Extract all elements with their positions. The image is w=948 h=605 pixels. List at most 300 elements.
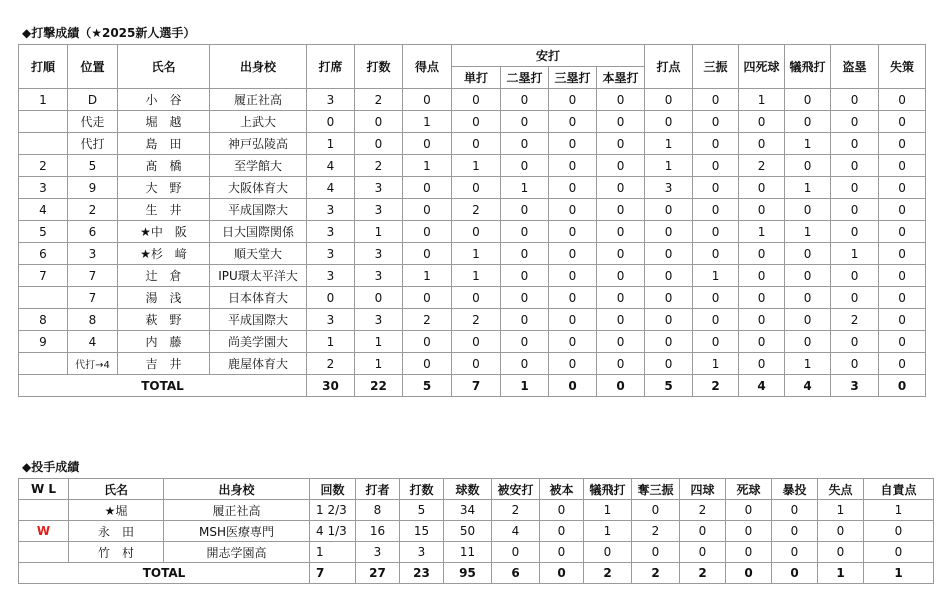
header-sacrifices: 犠飛打 [785, 45, 831, 89]
pitching-total-label: TOTAL [19, 563, 310, 584]
batting-cell: 萩 野 [118, 309, 210, 331]
batting-total-cell: 4 [785, 375, 831, 397]
batting-cell: 鹿屋体育大 [210, 353, 307, 375]
batting-cell: 1 [452, 155, 501, 177]
batting-total-cell: 2 [693, 375, 739, 397]
batting-cell: 3 [307, 265, 355, 287]
header-order: 打順 [19, 45, 68, 89]
batting-cell: 0 [403, 353, 452, 375]
batting-cell: 順天堂大 [210, 243, 307, 265]
header-wl: W L [19, 479, 69, 500]
win-loss-cell [19, 542, 69, 563]
batting-cell: 0 [785, 155, 831, 177]
batting-cell: 0 [831, 133, 879, 155]
batting-cell: 2 [831, 309, 879, 331]
batting-cell: 堀 越 [118, 111, 210, 133]
pitching-cell: 4 [492, 521, 540, 542]
pitching-cell: 4 1/3 [310, 521, 356, 542]
pitching-total-cell: 0 [540, 563, 584, 584]
batting-cell: 2 [355, 89, 403, 111]
batting-cell: 0 [693, 111, 739, 133]
batting-cell: 0 [693, 155, 739, 177]
batting-row [19, 89, 926, 111]
batting-cell: 0 [501, 287, 549, 309]
batting-cell: 辻 倉 [118, 265, 210, 287]
batting-cell: 1 [403, 111, 452, 133]
batting-cell: 3 [355, 199, 403, 221]
batting-cell: ★中 阪 [118, 221, 210, 243]
batting-cell: 2 [68, 199, 118, 221]
batting-total-cell: 0 [597, 375, 645, 397]
batting-cell: 代走 [68, 111, 118, 133]
batting-cell: 6 [19, 243, 68, 265]
header-rbi: 打点 [645, 45, 693, 89]
batting-cell: 2 [452, 199, 501, 221]
batting-cell: 0 [785, 111, 831, 133]
batting-cell: 0 [452, 287, 501, 309]
batting-row [19, 111, 926, 133]
batting-cell: 1 [739, 89, 785, 111]
batting-cell: 0 [549, 199, 597, 221]
batting-cell: 0 [831, 287, 879, 309]
batting-cell: 0 [831, 177, 879, 199]
batting-cell: 3 [355, 265, 403, 287]
batting-cell: 7 [68, 265, 118, 287]
batting-cell: 0 [785, 89, 831, 111]
batting-cell: 0 [597, 221, 645, 243]
batting-cell: 0 [403, 177, 452, 199]
batting-cell: 1 [452, 265, 501, 287]
batting-cell: 1 [403, 155, 452, 177]
batting-cell: 3 [307, 309, 355, 331]
pitching-total-cell: 27 [356, 563, 400, 584]
batting-cell: 0 [403, 287, 452, 309]
batting-cell: 0 [307, 287, 355, 309]
batting-cell: 6 [68, 221, 118, 243]
pitching-cell: 1 [310, 542, 356, 563]
batting-cell: 0 [831, 221, 879, 243]
batting-cell: 代打→4 [68, 353, 118, 375]
header-pitcher-strikeouts: 奪三振 [632, 479, 680, 500]
pitching-cell: 8 [356, 500, 400, 521]
batting-row [19, 155, 926, 177]
batting-cell: 0 [549, 89, 597, 111]
batting-cell: 9 [19, 331, 68, 353]
batting-cell: 0 [549, 243, 597, 265]
batting-cell: 0 [645, 309, 693, 331]
header-pitcher-sacrifices: 犠飛打 [584, 479, 632, 500]
batting-cell: 0 [597, 265, 645, 287]
pitching-cell: 0 [726, 542, 772, 563]
batting-cell: 1 [785, 221, 831, 243]
batting-total-cell: 30 [307, 375, 355, 397]
batting-cell: 4 [307, 177, 355, 199]
batting-cell: 0 [879, 111, 926, 133]
batting-cell: 8 [19, 309, 68, 331]
batting-cell: 1 [501, 177, 549, 199]
batting-cell: 2 [355, 155, 403, 177]
batting-cell: 0 [879, 177, 926, 199]
batting-cell: 上武大 [210, 111, 307, 133]
batting-cell: 0 [501, 199, 549, 221]
batting-cell: 3 [645, 177, 693, 199]
header-home-run: 本塁打 [597, 67, 645, 89]
pitching-cell: 11 [444, 542, 492, 563]
batting-cell: 0 [693, 89, 739, 111]
batting-cell: 0 [831, 331, 879, 353]
header-walks: 四死球 [739, 45, 785, 89]
header-plate-appearances: 打席 [307, 45, 355, 89]
pitching-total-cell: 2 [680, 563, 726, 584]
pitching-cell: 0 [772, 500, 818, 521]
batting-cell: 0 [501, 353, 549, 375]
batting-cell: IPU環太平洋大 [210, 265, 307, 287]
batting-cell: 0 [785, 265, 831, 287]
batting-cell: 0 [501, 133, 549, 155]
batting-cell: 0 [879, 265, 926, 287]
batting-cell: 0 [403, 243, 452, 265]
batting-cell: 大阪体育大 [210, 177, 307, 199]
batting-cell: 2 [19, 155, 68, 177]
batting-cell: 0 [501, 243, 549, 265]
batting-cell: 0 [645, 265, 693, 287]
pitching-cell: 竹 村 [69, 542, 164, 563]
batting-cell: 0 [693, 221, 739, 243]
batting-cell: 0 [785, 199, 831, 221]
pitching-cell: 15 [400, 521, 444, 542]
header-pitches: 球数 [444, 479, 492, 500]
batting-total-cell: 5 [645, 375, 693, 397]
batting-cell: 0 [452, 133, 501, 155]
pitching-cell: 1 [584, 500, 632, 521]
pitching-cell: MSH医療専門 [164, 521, 310, 542]
batting-cell: 0 [739, 243, 785, 265]
batting-cell: 尚美学園大 [210, 331, 307, 353]
batting-cell: 7 [68, 287, 118, 309]
batting-cell: 0 [549, 353, 597, 375]
batting-row [19, 265, 926, 287]
batting-cell: 0 [597, 287, 645, 309]
batting-cell: D [68, 89, 118, 111]
batting-table [18, 44, 926, 397]
batting-cell: 0 [549, 221, 597, 243]
pitching-total-row [19, 563, 934, 584]
batting-cell: 1 [355, 331, 403, 353]
batting-cell: 神戸弘陵高 [210, 133, 307, 155]
header-pitcher-school: 出身校 [164, 479, 310, 500]
batting-cell: 0 [693, 287, 739, 309]
batting-total-label: TOTAL [19, 375, 307, 397]
batting-cell: 0 [879, 309, 926, 331]
batting-cell: 0 [645, 89, 693, 111]
batting-cell: 0 [597, 133, 645, 155]
batting-cell: 0 [831, 89, 879, 111]
batting-cell: 0 [549, 111, 597, 133]
batting-total-cell: 1 [501, 375, 549, 397]
batting-cell: 2 [452, 309, 501, 331]
batting-row [19, 309, 926, 331]
batting-cell: 0 [307, 111, 355, 133]
batting-row [19, 243, 926, 265]
batting-cell: 4 [19, 199, 68, 221]
batting-cell: 1 [452, 243, 501, 265]
pitching-cell: 0 [864, 521, 934, 542]
batting-cell: 0 [501, 331, 549, 353]
batting-cell: 0 [597, 177, 645, 199]
pitching-cell: 5 [400, 500, 444, 521]
batting-cell: 1 [355, 221, 403, 243]
pitching-cell: 0 [726, 521, 772, 542]
batting-cell: 3 [19, 177, 68, 199]
batting-cell: 0 [597, 309, 645, 331]
batting-cell: 0 [549, 133, 597, 155]
batting-cell: 0 [739, 265, 785, 287]
pitching-cell: 50 [444, 521, 492, 542]
batting-cell: 0 [739, 177, 785, 199]
header-stolen-bases: 盗塁 [831, 45, 879, 89]
batting-cell: 0 [879, 287, 926, 309]
batting-cell: 0 [645, 243, 693, 265]
batting-cell: 0 [693, 133, 739, 155]
batting-cell: 0 [693, 177, 739, 199]
batting-cell: 0 [501, 265, 549, 287]
batting-cell: 0 [501, 111, 549, 133]
pitching-cell: 0 [864, 542, 934, 563]
pitching-total-cell: 6 [492, 563, 540, 584]
header-position: 位置 [68, 45, 118, 89]
batting-cell: 0 [452, 89, 501, 111]
header-hits-allowed: 被安打 [492, 479, 540, 500]
header-batters-faced: 打者 [356, 479, 400, 500]
batting-cell: 0 [645, 287, 693, 309]
batting-cell: 島 田 [118, 133, 210, 155]
pitching-cell: 0 [772, 542, 818, 563]
pitching-cell: 1 2/3 [310, 500, 356, 521]
pitching-total-cell: 2 [584, 563, 632, 584]
pitching-cell: 1 [584, 521, 632, 542]
batting-cell: 0 [597, 243, 645, 265]
pitching-cell: 0 [680, 542, 726, 563]
batting-cell: 生 井 [118, 199, 210, 221]
batting-total-cell: 5 [403, 375, 452, 397]
batting-row [19, 199, 926, 221]
pitching-cell: 2 [632, 521, 680, 542]
batting-cell: 日本体育大 [210, 287, 307, 309]
batting-cell: 1 [645, 133, 693, 155]
batting-cell: 0 [831, 111, 879, 133]
batting-cell: 平成国際大 [210, 199, 307, 221]
batting-row [19, 331, 926, 353]
batting-cell: 2 [307, 353, 355, 375]
batting-cell: 0 [739, 353, 785, 375]
batting-cell: 0 [879, 331, 926, 353]
batting-cell: 0 [693, 309, 739, 331]
pitching-cell: 1 [818, 500, 864, 521]
batting-cell: 0 [879, 199, 926, 221]
batting-cell: 3 [355, 309, 403, 331]
batting-cell: 0 [501, 89, 549, 111]
batting-cell: 0 [501, 155, 549, 177]
batting-cell: 0 [645, 331, 693, 353]
header-at-bats: 打数 [355, 45, 403, 89]
batting-cell: 1 [693, 353, 739, 375]
header-runs: 得点 [403, 45, 452, 89]
batting-cell: 0 [452, 353, 501, 375]
batting-cell: 0 [452, 221, 501, 243]
batting-cell: 代打 [68, 133, 118, 155]
batting-cell: 3 [355, 243, 403, 265]
header-single: 単打 [452, 67, 501, 89]
batting-row [19, 221, 926, 243]
batting-row [19, 353, 926, 375]
batting-cell: 1 [19, 89, 68, 111]
batting-cell: 0 [501, 309, 549, 331]
pitching-cell: 0 [632, 500, 680, 521]
batting-cell: 0 [831, 265, 879, 287]
batting-cell: 0 [879, 221, 926, 243]
header-innings: 回数 [310, 479, 356, 500]
win-loss-cell: W [19, 521, 69, 542]
batting-cell: 0 [452, 177, 501, 199]
pitching-total-cell: 0 [772, 563, 818, 584]
pitching-total-cell: 1 [818, 563, 864, 584]
header-hits: 安打 [452, 45, 645, 67]
batting-cell: 1 [307, 133, 355, 155]
batting-cell: 3 [307, 89, 355, 111]
batting-cell: 0 [645, 353, 693, 375]
pitching-title: ◆投手成績 [22, 460, 80, 474]
batting-cell [19, 111, 68, 133]
batting-cell: 0 [597, 89, 645, 111]
batting-cell: 0 [597, 155, 645, 177]
batting-cell [19, 287, 68, 309]
batting-cell: 0 [785, 243, 831, 265]
pitching-total-cell: 7 [310, 563, 356, 584]
pitching-total-cell: 2 [632, 563, 680, 584]
batting-cell: 0 [355, 111, 403, 133]
batting-cell: 0 [645, 111, 693, 133]
batting-cell: 5 [68, 155, 118, 177]
batting-cell [19, 353, 68, 375]
batting-cell: 0 [879, 353, 926, 375]
batting-cell: 3 [307, 243, 355, 265]
batting-cell: 0 [739, 331, 785, 353]
batting-cell: 内 藤 [118, 331, 210, 353]
batting-cell: 0 [403, 331, 452, 353]
batting-cell: 1 [785, 177, 831, 199]
header-double: 二塁打 [501, 67, 549, 89]
batting-cell: 0 [355, 133, 403, 155]
pitching-cell: 2 [492, 500, 540, 521]
batting-row [19, 287, 926, 309]
pitching-cell: ★堀 [69, 500, 164, 521]
pitching-cell: 0 [540, 500, 584, 521]
batting-cell: 1 [355, 353, 403, 375]
batting-cell: 0 [739, 133, 785, 155]
batting-cell: 0 [831, 353, 879, 375]
batting-cell: 3 [307, 221, 355, 243]
batting-title: ◆打撃成績（★2025新人選手） [22, 26, 196, 40]
batting-cell: 0 [739, 111, 785, 133]
batting-total-cell: 7 [452, 375, 501, 397]
batting-cell: 0 [879, 243, 926, 265]
batting-cell: 0 [785, 287, 831, 309]
pitching-cell: 0 [584, 542, 632, 563]
pitching-cell: 履正社高 [164, 500, 310, 521]
pitching-cell: 0 [680, 521, 726, 542]
pitching-cell: 永 田 [69, 521, 164, 542]
header-pitcher-at-bats: 打数 [400, 479, 444, 500]
pitching-cell: 0 [726, 500, 772, 521]
batting-cell: 5 [19, 221, 68, 243]
batting-cell: 0 [403, 133, 452, 155]
batting-total-row [19, 375, 926, 397]
batting-cell: 0 [831, 155, 879, 177]
pitching-cell: 3 [400, 542, 444, 563]
pitching-cell: 2 [680, 500, 726, 521]
batting-cell: 1 [645, 155, 693, 177]
batting-cell: 履正社高 [210, 89, 307, 111]
pitching-cell: 34 [444, 500, 492, 521]
batting-cell: 7 [19, 265, 68, 287]
batting-cell: 吉 井 [118, 353, 210, 375]
pitching-total-cell: 0 [726, 563, 772, 584]
batting-cell: 1 [785, 133, 831, 155]
batting-cell: 0 [879, 89, 926, 111]
batting-cell: 0 [549, 155, 597, 177]
batting-cell: 0 [693, 199, 739, 221]
batting-cell: 9 [68, 177, 118, 199]
pitching-row [19, 542, 934, 563]
batting-cell: 0 [879, 133, 926, 155]
batting-row [19, 177, 926, 199]
win-loss-cell [19, 500, 69, 521]
pitching-cell: 0 [818, 542, 864, 563]
batting-cell: 2 [403, 309, 452, 331]
header-name: 氏名 [118, 45, 210, 89]
pitching-row [19, 500, 934, 521]
header-runs-allowed: 失点 [818, 479, 864, 500]
batting-cell: 0 [452, 111, 501, 133]
pitching-cell: 0 [632, 542, 680, 563]
pitching-row [19, 521, 934, 542]
batting-cell: 0 [501, 221, 549, 243]
pitching-cell: 0 [818, 521, 864, 542]
pitching-cell: 開志学園高 [164, 542, 310, 563]
batting-cell: 髙 橋 [118, 155, 210, 177]
batting-cell: 0 [597, 199, 645, 221]
batting-cell: 0 [739, 199, 785, 221]
header-strikeouts: 三振 [693, 45, 739, 89]
batting-cell: 4 [68, 331, 118, 353]
batting-cell: 3 [355, 177, 403, 199]
batting-cell: 0 [403, 221, 452, 243]
pitching-total-cell: 1 [864, 563, 934, 584]
batting-cell: 0 [693, 243, 739, 265]
batting-cell: 0 [785, 309, 831, 331]
batting-total-cell: 4 [739, 375, 785, 397]
batting-cell: 0 [739, 309, 785, 331]
batting-total-cell: 22 [355, 375, 403, 397]
pitching-cell: 3 [356, 542, 400, 563]
batting-cell: 2 [739, 155, 785, 177]
pitching-total-cell: 95 [444, 563, 492, 584]
batting-cell: 0 [355, 287, 403, 309]
pitching-cell: 16 [356, 521, 400, 542]
batting-cell: 0 [645, 221, 693, 243]
batting-cell: 1 [403, 265, 452, 287]
pitching-total-cell: 23 [400, 563, 444, 584]
